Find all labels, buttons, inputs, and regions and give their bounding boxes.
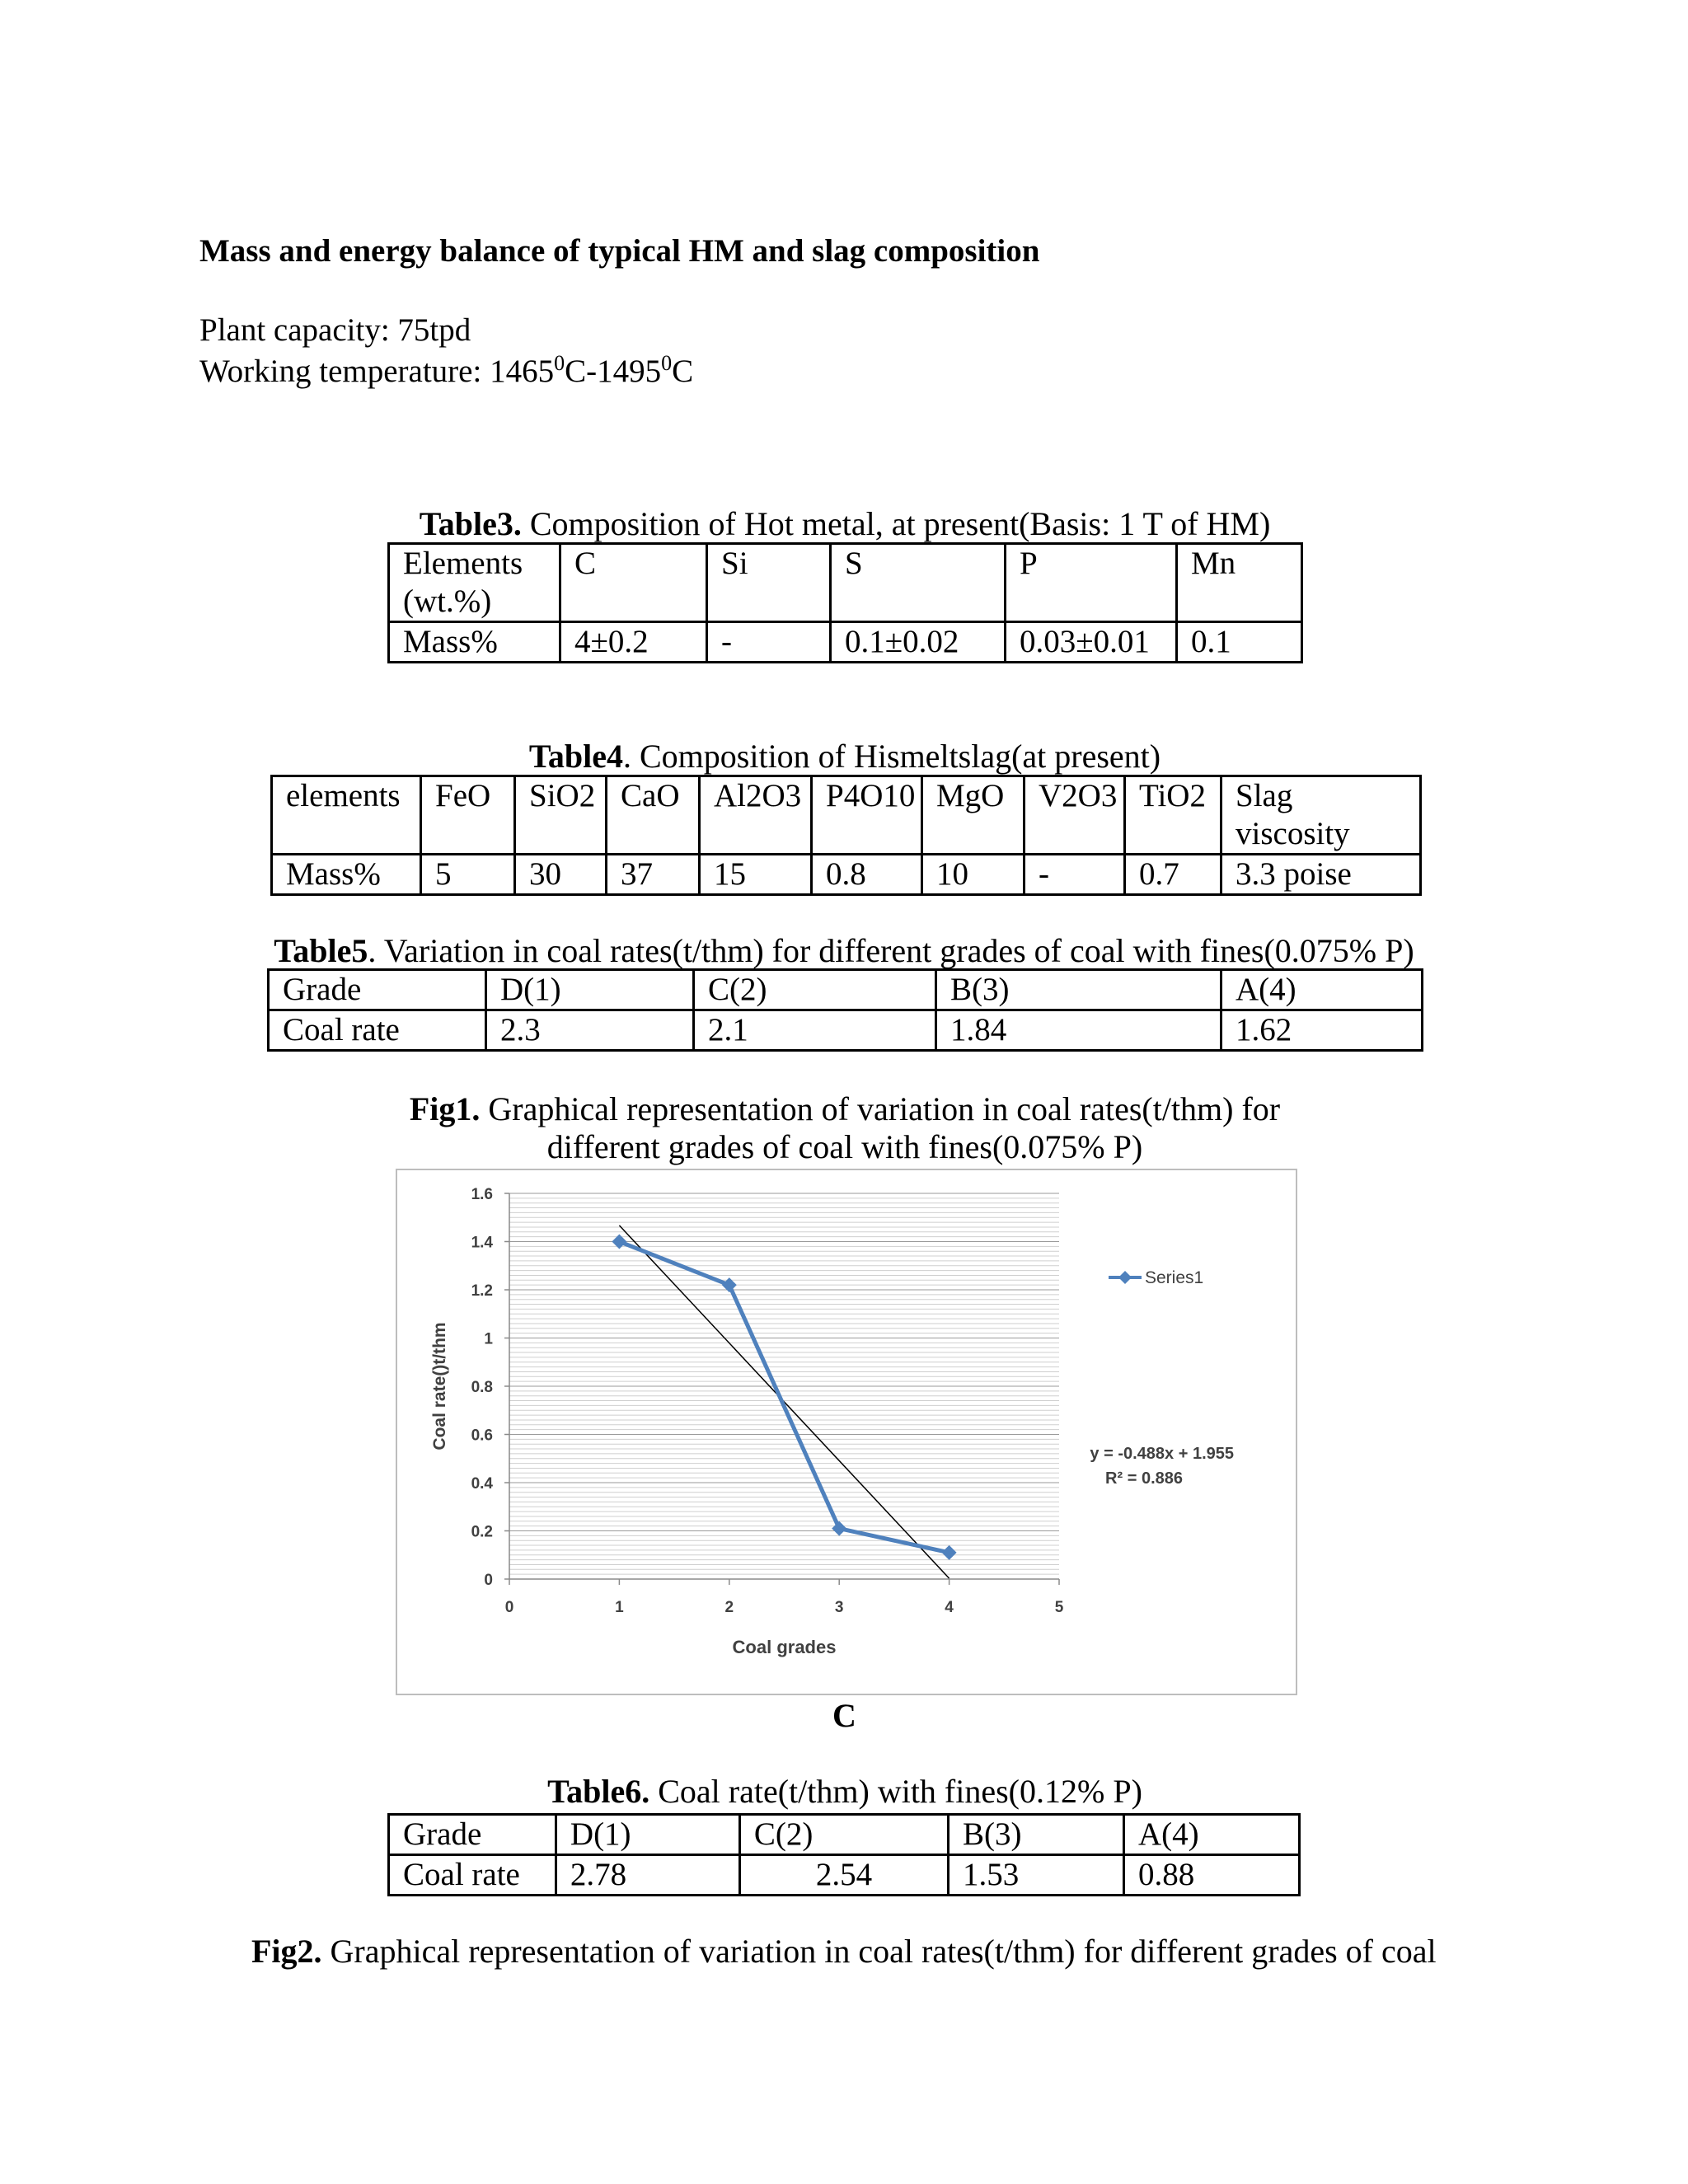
table5 <box>267 968 1423 1052</box>
table-cell: Mass% <box>272 855 421 895</box>
table-cell: 2.3 <box>486 1010 694 1051</box>
y-tick-label: 1.6 <box>471 1186 493 1203</box>
table-row <box>389 1815 1300 1855</box>
table-cell: 0.8 <box>812 855 922 895</box>
table-cell: 0.1 <box>1177 622 1302 663</box>
table-cell: 15 <box>700 855 812 895</box>
y-tick-label: 0.2 <box>471 1523 493 1541</box>
table-cell: 5 <box>421 855 515 895</box>
table-cell: B(3) <box>949 1815 1124 1855</box>
table5-caption: Table5. Variation in coal rates(t/thm) for different grades of coal with fines(0.075% P) <box>274 932 1414 969</box>
series-line <box>619 1242 949 1553</box>
table3-caption: Table3. Composition of Hot metal, at present(Basis: 1 T of HM) <box>419 505 1271 542</box>
table-row <box>272 776 1421 855</box>
table-cell: D(1) <box>556 1815 739 1855</box>
table-cell: 3.3 poise <box>1221 855 1421 895</box>
table-cell: 1.53 <box>949 1855 1124 1896</box>
table-cell: 0.1±0.02 <box>831 622 1006 663</box>
data-point <box>832 1521 846 1536</box>
table3 <box>387 542 1303 663</box>
table6-caption: Table6. Coal rate(t/thm) with fines(0.12% P) <box>547 1773 1142 1810</box>
table-cell: D(1) <box>486 970 694 1010</box>
x-tick-label: 3 <box>834 1599 844 1616</box>
table-cell: A(4) <box>1124 1815 1300 1855</box>
table-cell: 4±0.2 <box>560 622 707 663</box>
table-cell: 30 <box>515 855 607 895</box>
table-row <box>389 622 1302 663</box>
table-cell: 0.03±0.01 <box>1006 622 1177 663</box>
table-cell: Mn <box>1177 544 1302 622</box>
y-tick-label: 0 <box>484 1572 493 1589</box>
y-tick-label: 1.2 <box>471 1282 493 1300</box>
x-tick-label: 2 <box>724 1599 734 1616</box>
table-cell: V2O3 <box>1025 776 1125 855</box>
table-cell: Slag viscosity <box>1221 776 1421 855</box>
trend-equation: y = -0.488x + 1.955 <box>1090 1445 1234 1463</box>
working-temperature: Working temperature: 1465$^0$C-1495$^0$C <box>199 351 694 389</box>
y-tick-label: 0.4 <box>471 1475 493 1493</box>
table-row <box>389 1855 1300 1896</box>
table-cell: 1.84 <box>936 1010 1221 1051</box>
x-tick-label: 1 <box>615 1599 624 1616</box>
table-cell: 2.1 <box>694 1010 936 1051</box>
legend-marker <box>1118 1271 1132 1284</box>
table4 <box>270 775 1422 896</box>
table4-caption: Table4. Composition of Hismeltslag(at present) <box>528 738 1161 775</box>
table-cell: Grade <box>269 970 486 1010</box>
table-cell: SiO2 <box>515 776 607 855</box>
page-title: Mass and energy balance of typical HM and slag composition <box>199 233 1040 269</box>
x-tick-label: 4 <box>945 1599 954 1616</box>
table-cell: - <box>1025 855 1125 895</box>
table-cell: A(4) <box>1221 970 1423 1010</box>
x-axis-label: Coal grades <box>732 1637 837 1657</box>
y-tick-label: 1.4 <box>471 1234 493 1252</box>
r-squared: R² = 0.886 <box>1105 1469 1183 1488</box>
fig1-caption-line2: different grades of coal with fines(0.075% P) <box>546 1128 1143 1165</box>
table6 <box>387 1813 1301 1896</box>
data-point <box>942 1545 957 1560</box>
table-cell: 1.62 <box>1221 1010 1423 1051</box>
x-tick-label: 0 <box>504 1599 514 1616</box>
chart-sub-label: C <box>832 1697 856 1734</box>
table-cell: P4O10 <box>812 776 922 855</box>
chart-svg <box>397 1170 1296 1694</box>
y-axis-label: Coal rate()t/thm <box>430 1322 449 1451</box>
table-row <box>269 1010 1423 1051</box>
x-tick-label: 5 <box>1054 1599 1064 1616</box>
table-row <box>269 970 1423 1010</box>
fig1-caption-line1: Fig1. Graphical representation of variation in coal rates(t/thm) for <box>409 1090 1281 1127</box>
table-cell: 0.88 <box>1124 1855 1300 1896</box>
table-cell: B(3) <box>936 970 1221 1010</box>
table-cell: - <box>707 622 831 663</box>
table-cell: Mass% <box>389 622 560 663</box>
table-cell: 37 <box>607 855 700 895</box>
table-cell: 2.54 <box>739 1855 948 1896</box>
table-cell: MgO <box>922 776 1025 855</box>
table-cell: 10 <box>922 855 1025 895</box>
table-cell: P <box>1006 544 1177 622</box>
table-cell: 2.78 <box>556 1855 739 1896</box>
table-cell: CaO <box>607 776 700 855</box>
y-tick-label: 1 <box>484 1330 493 1348</box>
y-tick-label: 0.8 <box>471 1379 493 1396</box>
table-row <box>389 544 1302 622</box>
y-tick-label: 0.6 <box>471 1427 493 1445</box>
table-cell: C <box>560 544 707 622</box>
table-cell: elements <box>272 776 421 855</box>
table-cell: S <box>831 544 1006 622</box>
table-cell: Grade <box>389 1815 556 1855</box>
table-cell: Al2O3 <box>700 776 812 855</box>
table-cell: Coal rate <box>269 1010 486 1051</box>
table-cell: Coal rate <box>389 1855 556 1896</box>
table-cell: C(2) <box>739 1815 948 1855</box>
table-cell: Si <box>707 544 831 622</box>
coal-rate-chart <box>396 1169 1297 1695</box>
table-cell: Elements (wt.%) <box>389 544 560 622</box>
table-cell: TiO2 <box>1125 776 1221 855</box>
table-cell: C(2) <box>694 970 936 1010</box>
fig2-caption: Fig2. Graphical representation of variation in coal rates(t/thm) for different grades of coal <box>251 1933 1437 1970</box>
legend-label: Series1 <box>1145 1268 1204 1287</box>
plant-capacity: Plant capacity: 75tpd <box>199 312 471 348</box>
table-cell: FeO <box>421 776 515 855</box>
table-cell: 0.7 <box>1125 855 1221 895</box>
table-row <box>272 855 1421 895</box>
